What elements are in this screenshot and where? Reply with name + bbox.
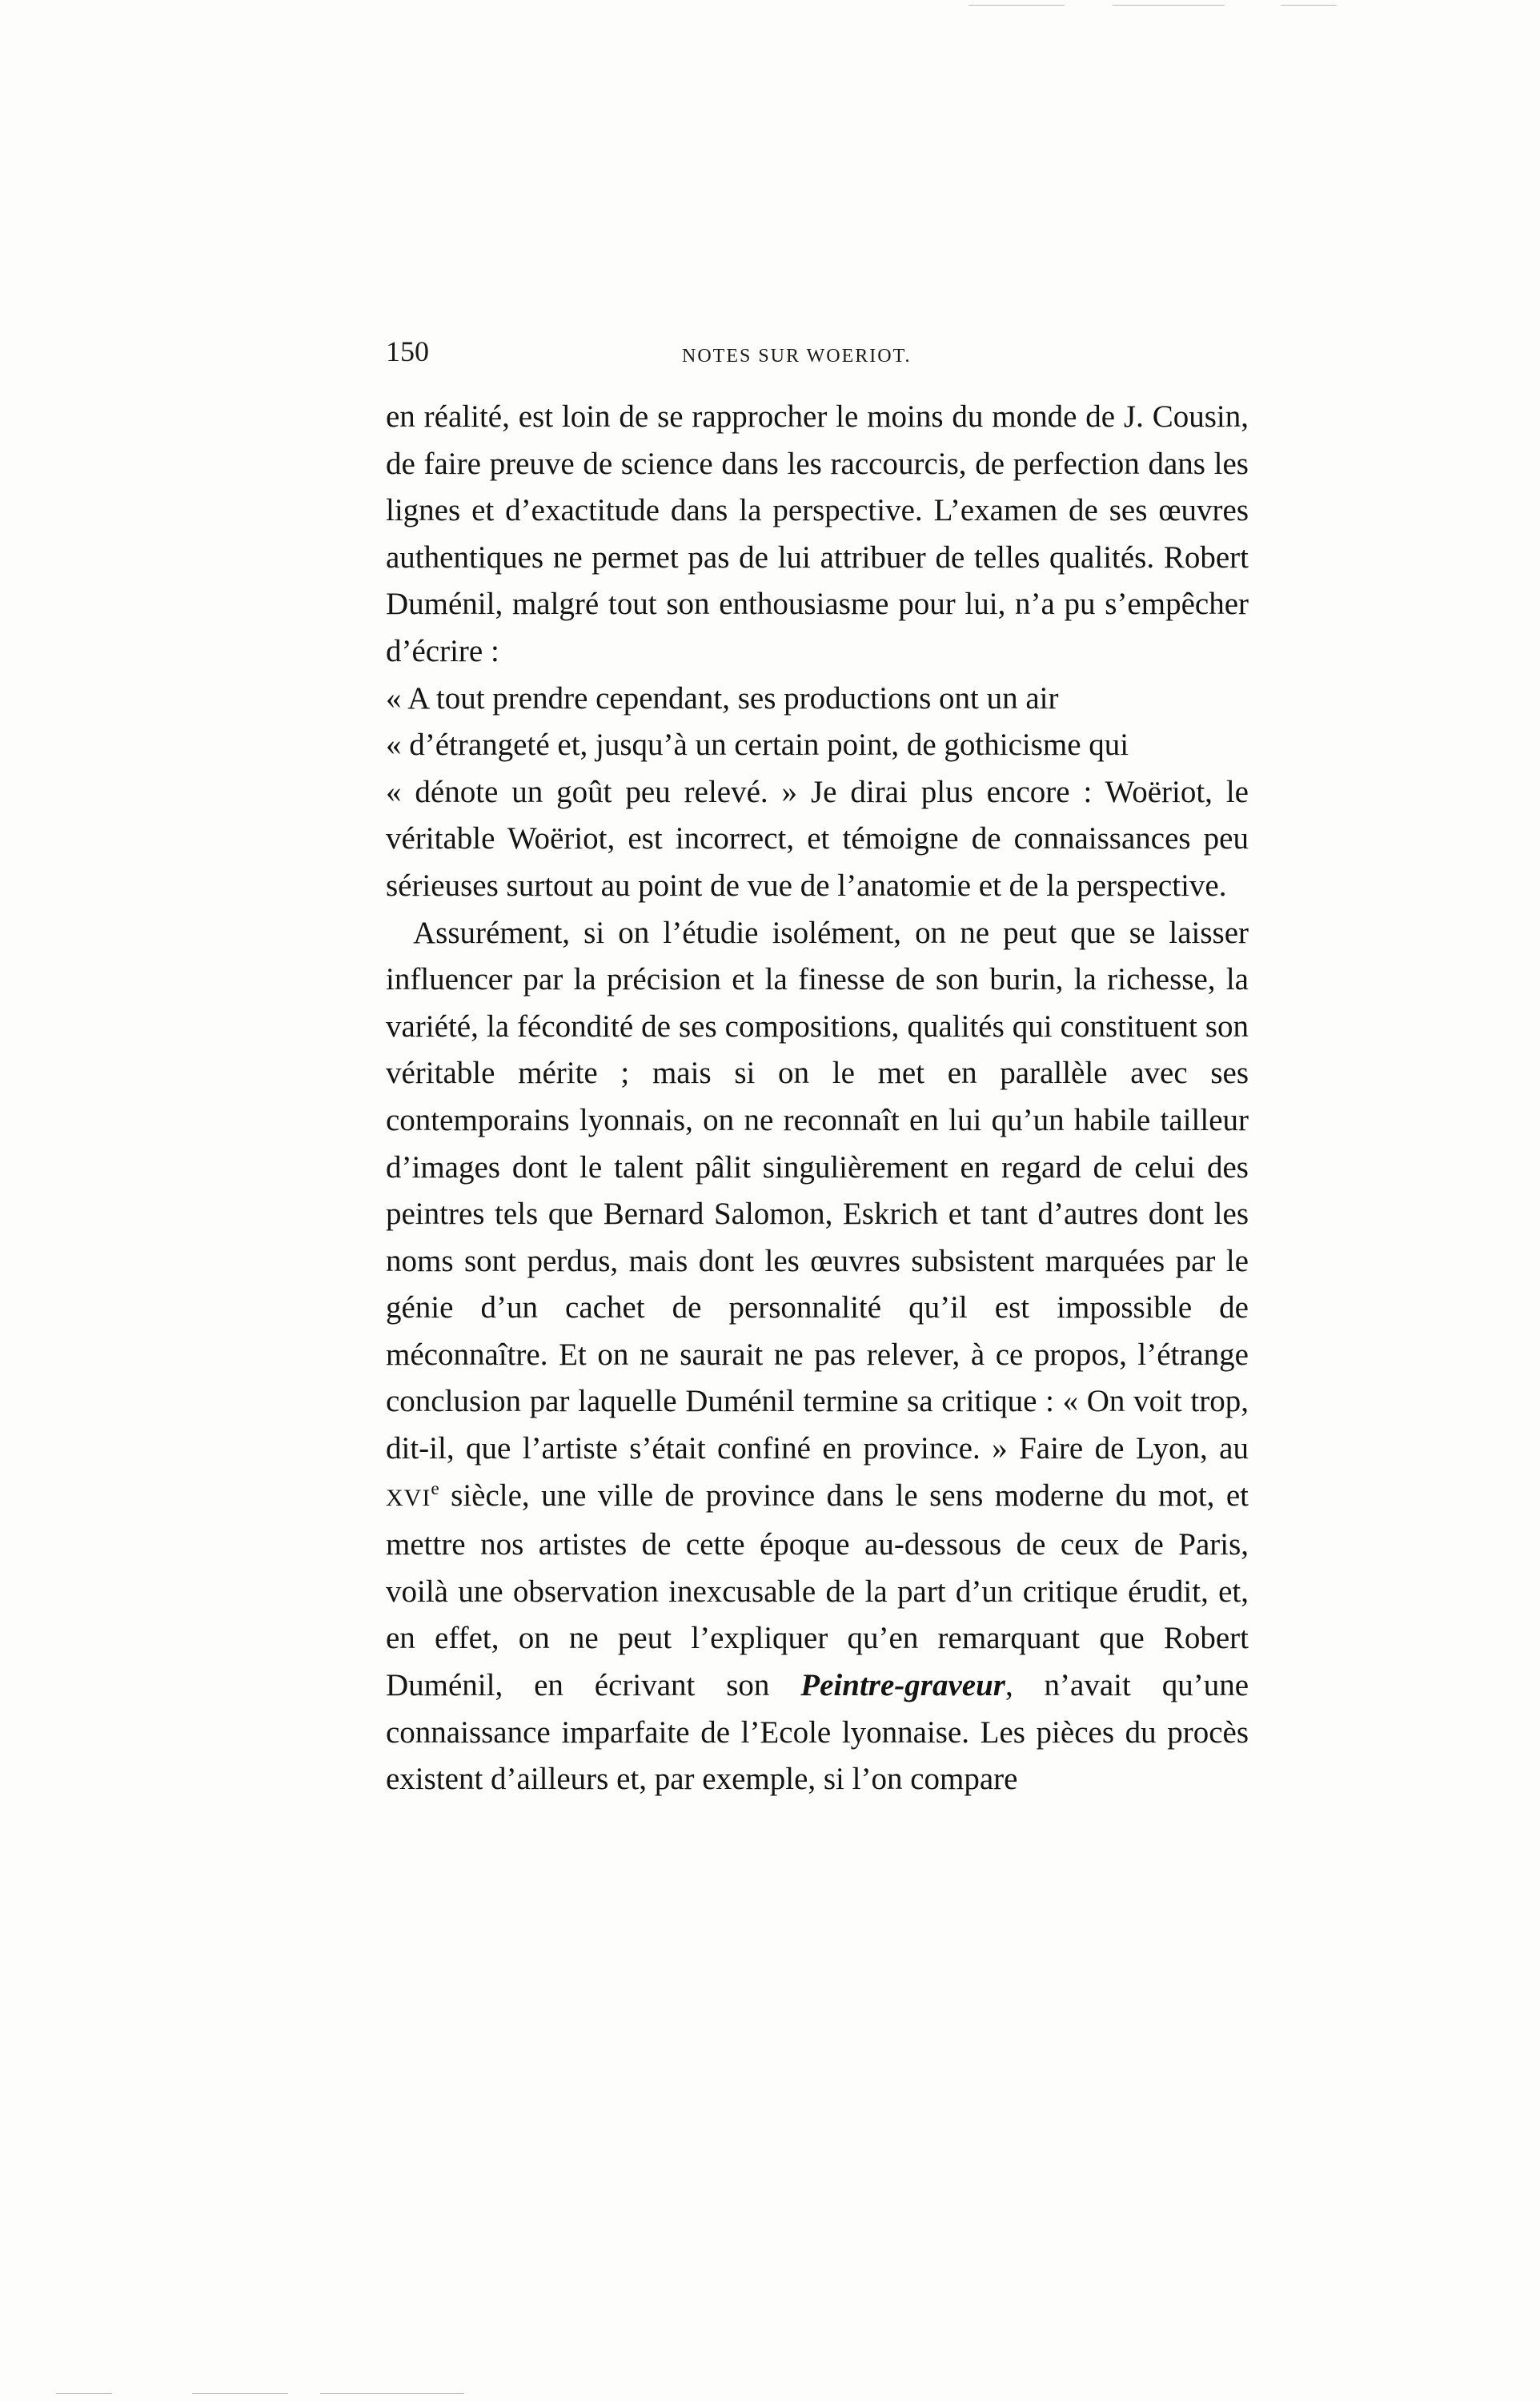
top-edge-rule bbox=[1281, 5, 1337, 6]
top-edge-rule bbox=[969, 5, 1065, 6]
bottom-edge-rule bbox=[56, 2393, 112, 2394]
paragraph-2 bbox=[386, 910, 1249, 1803]
paragraph-2-text: siècle, une ville de province dans le sens moderne du mot, et mettre nos artistes de cette époque au-dessous de ceux de Paris, voilà une observation inexcusable de la part d’un critique érudit, et, en effet, on ne peut l’expliquer qu’en remarquant que Robert Duménil, en écrivant son bbox=[386, 1478, 1249, 1703]
top-edge-rule bbox=[1113, 5, 1225, 6]
century-numeral: XVI bbox=[386, 1484, 431, 1511]
paragraph-2-text: Assurément, si on l’étudie isolément, on ne peut que se laisser influencer par la précision et la finesse de son burin, la richesse, la variété, la fécondité de ses compositions, qualités qui constituent son véritable mérite ; mais si on le met en parallèle avec ses contemporains lyonnais, on ne reconnaît en lui qu’un habile tailleur d’images dont le talent pâlit singulièrement en regard de celui des peintres tels que Bernard Salomon, Eskrich et tant d’autres dont les noms sont perdus, mais dont les œuvres subsistent marquées par le génie d’un cachet de personnalité qu’il est impossible de méconnaître. Et on ne saurait ne pas relever, à ce propos, l’étrange conclusion par laquelle Duménil termine sa critique : « On voit trop, dit-il, que l’artiste s’était confiné en province. » Faire de Lyon, au bbox=[386, 915, 1249, 1466]
bottom-edge-rule bbox=[320, 2393, 464, 2394]
paragraph-1 bbox=[386, 394, 1249, 910]
running-head: NOTES SUR WOERIOT. bbox=[682, 346, 912, 367]
body-text bbox=[386, 394, 1249, 1803]
page-number: 150 bbox=[386, 335, 429, 367]
century-suffix: e bbox=[431, 1478, 439, 1499]
quote-line: « A tout prendre cependant, ses productions ont un air bbox=[386, 680, 1059, 716]
paragraph-1-text: en réalité, est loin de se rapprocher le moins du monde de J. Cousin, de faire preuve de science dans les raccourcis, de perfection dans les lignes et d’exactitude dans la perspective. L’examen de ses œuvres authentiques ne permet pas de lui attribuer de telles qualités. Robert Duménil, malgré tout son enthousiasme pour lui, n’a pu s’empêcher d’écrire : bbox=[386, 399, 1249, 668]
quote-line: « dénote un goût peu relevé. » bbox=[386, 774, 798, 809]
book-title: Peintre-graveur bbox=[800, 1668, 1005, 1703]
paragraph-2-text: , n’avait qu’une connaissance imparfaite de l’Ecole lyonnaise. Les pièces du procès existent d’ailleurs et, par exemple, si l’on compare bbox=[386, 1668, 1249, 1797]
quote-line: « d’étrangeté et, jusqu’à un certain point, de gothicisme qui bbox=[386, 728, 1129, 763]
page-header bbox=[386, 335, 1242, 383]
paragraph-1-continuation: Je dirai plus encore : Woëriot, le véritable Woëriot, est incorrect, et témoigne de connaissances peu sérieuses surtout au point de vue de l’anatomie et de la perspective. bbox=[386, 774, 1249, 903]
bottom-edge-rule bbox=[192, 2393, 288, 2394]
